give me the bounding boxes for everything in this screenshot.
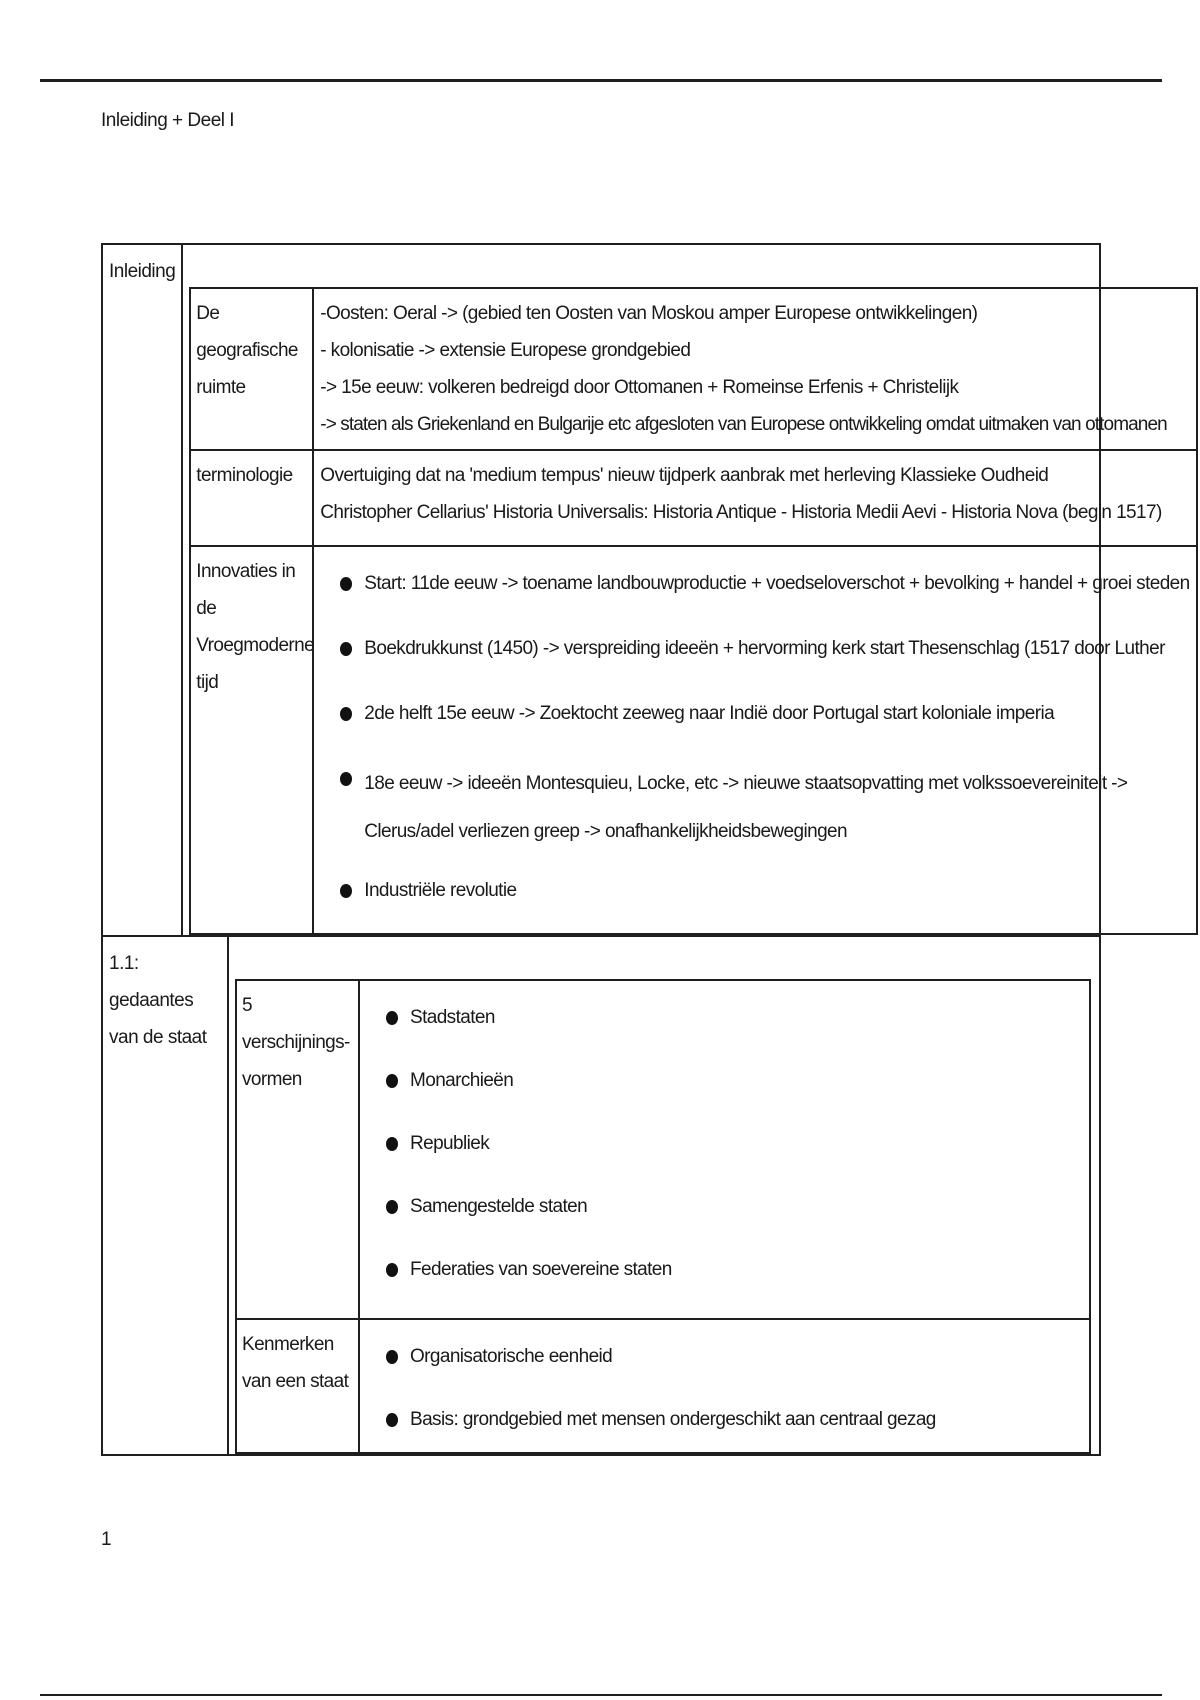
row-verschijningsvormen (237, 981, 1089, 1320)
bullet-list (314, 553, 1189, 927)
list-item: Stadstaten (386, 999, 1083, 1036)
row-content (314, 289, 1195, 449)
section-title: Inleiding (103, 245, 183, 935)
text-line: -Oosten: Oeral -> (gebied ten Oosten van Moskou amper Europese ontwikkelingen) (320, 303, 978, 324)
section-title: 1.1: gedaantes van de staat (103, 937, 229, 1454)
bullet-list (360, 987, 1083, 1312)
row-kenmerken (237, 1320, 1089, 1452)
section-gedaantes-van-de-staat (103, 937, 1099, 1454)
top-rule (40, 79, 1162, 82)
list-item: 2de helft 15e eeuw -> Zoektocht zeeweg naar Indië door Portugal start koloniale imperia (340, 695, 1189, 732)
row-label: Innovaties in de Vroegmoderne tijd (191, 547, 314, 933)
notes-table (101, 243, 1190, 1456)
row-label: De geografische ruimte (191, 289, 314, 449)
text-line: -> 15e eeuw: volkeren bedreigd door Ottomanen + Romeinse Erfenis + Christelijk (320, 377, 959, 398)
list-item: 18e eeuw -> ideeën Montesquieu, Locke, etc -> nieuwe staatsopvatting met volkssoevereiniteit -> Clerus/adel verliezen greep -> onafhankelijkheidsbewegingen (340, 760, 1189, 856)
text-line: -> staten als Griekenland en Bulgarije etc afgesloten van Europese ontwikkeling omdat uitmaken van ottomanen (320, 414, 1167, 435)
bullet-list (360, 1326, 1083, 1446)
list-item: Federaties van soevereine staten (386, 1251, 1083, 1288)
bottom-rule (40, 1694, 1162, 1696)
section-inleiding (103, 245, 1190, 937)
row-content (314, 451, 1195, 545)
gedaantes-inner-table (235, 979, 1091, 1454)
row-label: Kenmerken van een staat (237, 1320, 360, 1452)
row-label: terminologie (191, 451, 314, 545)
list-item: Basis: grondgebied met mensen ondergeschikt aan centraal gezag (386, 1401, 1083, 1438)
list-item: Start: 11de eeuw -> toename landbouwproductie + voedseloverschot + bevolking + handel + groei steden (340, 565, 1189, 602)
row-label: 5 verschijnings-vormen (237, 981, 360, 1318)
row-geografische-ruimte (191, 289, 1195, 451)
list-item-continuation: Clerus/adel verliezen greep -> onafhankelijkheidsbewegingen (364, 821, 847, 842)
row-terminologie (191, 451, 1195, 547)
text-line: Christopher Cellarius' Historia Universalis: Historia Antique - Historia Medii Aevi - Historia Nova (begin 1517) (320, 502, 1162, 523)
row-content (360, 1320, 1089, 1452)
list-item: Monarchieën (386, 1062, 1083, 1099)
list-item: Samengestelde staten (386, 1188, 1083, 1225)
row-content (360, 981, 1089, 1318)
text-line: - kolonisatie -> extensie Europese grondgebied (320, 340, 691, 361)
page-number: 1 (101, 1529, 112, 1550)
row-innovaties (191, 547, 1195, 933)
page-header: Inleiding + Deel I (101, 110, 235, 131)
list-item: Industriële revolutie (340, 872, 1189, 909)
list-item: Republiek (386, 1125, 1083, 1162)
row-content (314, 547, 1195, 933)
list-item: Boekdrukkunst (1450) -> verspreiding ideeën + hervorming kerk start Thesenschlag (1517 door Luther (340, 630, 1189, 667)
text-line: Overtuiging dat na 'medium tempus' nieuw tijdperk aanbrak met herleving Klassieke Oudheid (320, 465, 1049, 486)
list-item: Organisatorische eenheid (386, 1338, 1083, 1375)
inleiding-inner-table (189, 287, 1197, 935)
